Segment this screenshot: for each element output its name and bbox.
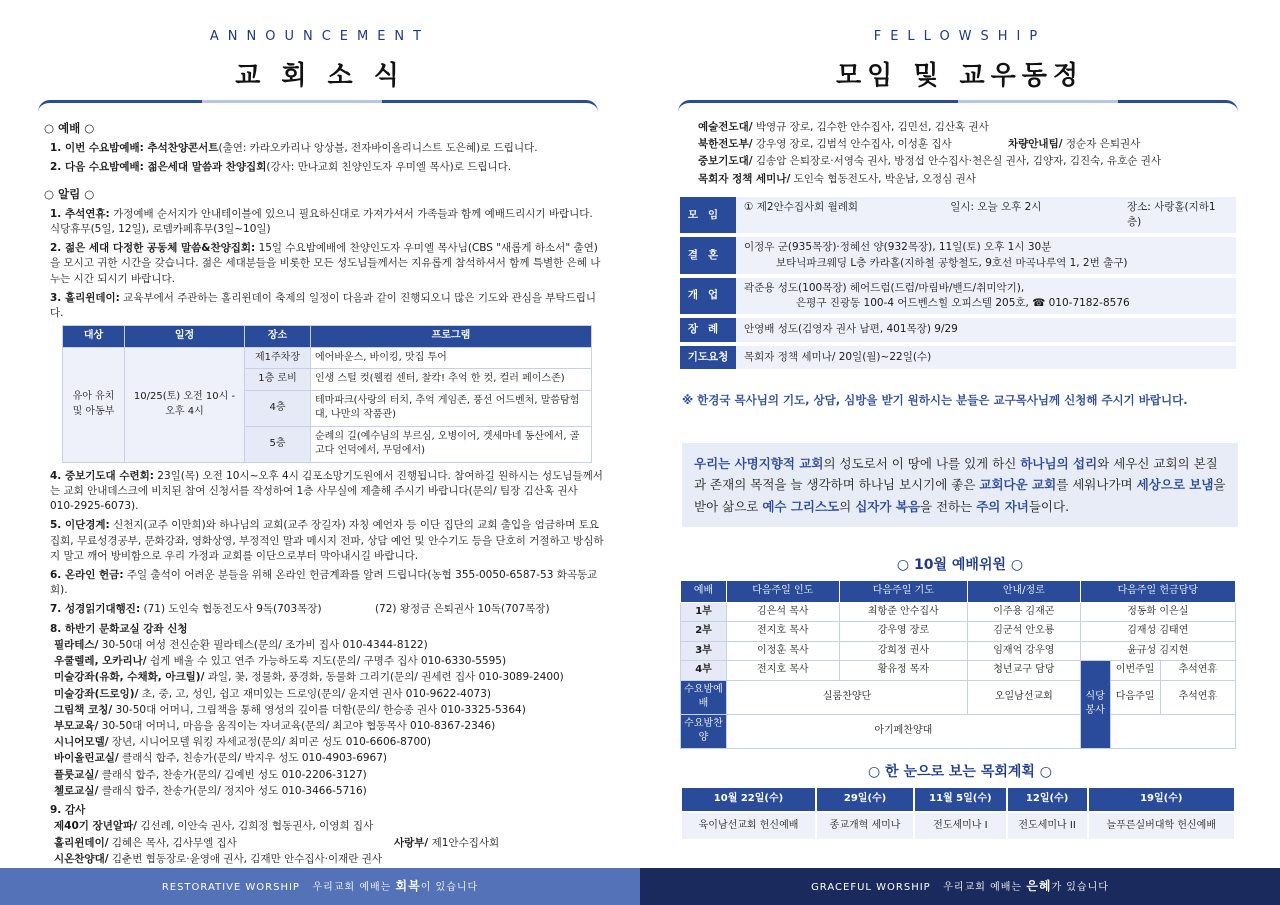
list-item: 시니어모델/ 장년, 시니어모델 워킹 자세교정(문의/ 최미곤 성도 010-6606-8700) [54,736,431,749]
place-cell: 1층 로비 [245,369,311,391]
info-row-meeting: 모임 ① 제2안수집사회 월례회 일시: 오늘 오후 2시 장소: 사랑홀(지하1층) [680,197,1236,234]
plan-title: ○ 한 눈으로 보는 목회계획 ○ [867,764,1053,780]
table-header: 장소 [245,326,311,348]
notice-item-7: 7. 성경읽기대행진: (71) 도인숙 협동전도사 9독(703목장) (72) 왕정금 은퇴권사 10독(707목장) [50,603,550,616]
committee-title: ○ 10월 예배위원 ○ [896,557,1024,573]
fellowship-eyebrow: FELLOWSHIP [873,29,1047,44]
info-row-opening: 개업 곽준용 성도(100목장) 헤어드럼(드럼/마림바/밴드/취미악기), 은평구 진광동 100-4 어드벤스힐 오피스텔 205호, ☎ 010-7182-8576 [680,278,1236,315]
notice-item-1: 1. 추석연휴: 가정예배 순서지가 안내테이블에 있으니 필요하신대로 가져가셔서 가족들과 함께 예배드리시기 바랍니다. 식당휴무(5일, 12일), 로뎀카페휴무(3일~10일) [50,207,593,235]
announcement-eyebrow: ANNOUNCEMENT [209,29,431,44]
list-item: 목회자 정책 세미나/ 도인숙 협동전도사, 박운남, 오정심 권사 [698,172,976,185]
list-item: 미술강좌(유화, 수채화, 아크릴)/ 과일, 꽃, 정물화, 풍경화, 동물화 그리기(문의/ 권세련 집사 010-3089-2400) [54,671,564,684]
committee-table: 예배 다음주일 인도 다음주일 기도 안내/정로 다음주일 헌금담당 1부 김은석 목사 최항준 안수집사 이주용 김재곤 정동화 이은실 2부 전지호 목사 강우영 장로 김군석 안오룡 김재성 김태연 3부 이정훈 목사 강희정 권사 임재억 강우영 윤규성 김지현 4부 전지호 목사 황유정 목자 청년교구 담당 식당 봉사 이번주일 추석연휴 수요밤예배 실룸찬양단 오일남선교회 다음주일 추석연휴 수요밤찬양 아기페찬양대 [680,580,1236,749]
place-cell: 제1주차장 [245,347,311,369]
list-item: 제40기 장년알파/ 김선례, 이안숙 권사, 김희정 협동권사, 이영희 집사 [54,820,374,833]
table-row: 육이남선교회 헌신예배 종교개혁 세미나 전도세미나 I 전도세미나 II 늘푸른실버대학 헌신예배 [681,812,1235,841]
plan-table: 10월 22일(수) 29일(수) 11월 5일(수) 12일(수) 19일(수) 육이남선교회 헌신예배 종교개혁 세미나 전도세미나 I 전도세미나 II 늘푸른실버대학 헌신예배 [680,786,1236,841]
thanks-heading: 9. 감사 [50,804,86,817]
table-row: 수요밤예배 실룸찬양단 오일남선교회 다음주일 추석연휴 [681,680,1236,714]
table-row: 4부 전지호 목사 황유정 목자 청년교구 담당 식당 봉사 이번주일 추석연휴 [681,661,1236,681]
title-rule [678,100,1238,112]
list-item: 그림책 코칭/ 30-50대 어머니, 그림책을 통해 영성의 깊이를 더함(문의/ 한승종 권사 010-3325-5364) [54,703,526,716]
schedule-cell: 10/25(토) 오전 10시 - 오후 4시 [125,347,245,462]
table-row [63,347,592,369]
list-item: 홀리윈데이/ 김혜은 목사, 김사무엘 집사 사랑부/ 제1안수집사회 [54,836,500,849]
notice-heading: ○ 알림 ○ [44,187,95,201]
place-cell: 5층 [245,426,311,462]
table-header: 대상 [63,326,125,348]
thanks-list [54,819,604,867]
list-item: 시온찬양대/ 김춘번 협동장로·윤영애 권사, 김재만 안수집사·이재란 권사 [54,852,383,865]
announcement-page [0,0,640,868]
program-cell: 인생 스털 컷(웰컴 센터, 찰칵! 추억 한 컷, 컬러 페이스존) [311,369,592,391]
target-cell: 유아 유치 및 아동부 [63,347,125,462]
announcement-title: 교 회 소 식 [235,61,405,91]
list-item: 부모교육/ 30-50대 어머니, 마음을 움직이는 자녀교육(문의/ 최고야 협동목사 010-8367-2346) [54,719,496,732]
list-item: 중보기도대/ 김송암 은퇴장로·서영숙 권사, 방정섭 안수집사·천은실 권사, 김양자, 김진숙, 유호순 권사 [698,155,1161,168]
table-header: 프로그램 [311,326,592,348]
title-rule [38,100,598,112]
notice-item-4: 4. 중보기도대 수련회: 23일(목) 오전 10시~오후 4시 김포소망기도원에서 진행됩니다. 참여하길 원하시는 성도님들께서는 교회 안내데스크에 비치된 참여 신청서를 작성하여 1층 사무실에 제출해 주시기 바랍니다(문의/ 팀장 김산혹 권사 010-2925-6073). [50,469,603,513]
table-header: 일정 [125,326,245,348]
info-row-wedding: 결혼 이정우 군(935목장)·정혜선 양(932목장), 11일(토) 오후 1시 30분 보타닉파크웨딩 L층 카라홀(지하철 공항철도, 9호선 마곡나루역 1, 2번 출구) [680,237,1236,274]
worship-item-2: 2. 다음 수요밤예배: 젊은세대 말씀과 찬양집회(강사: 만나교회 친양인도자 우미엘 목사)로 드립니다. [50,160,512,173]
notice-item-8: 8. 하반기 문화교실 강좌 신청 [50,622,188,635]
left-footer: RESTORATIVE WORSHIP 우리교회 예배는 회복이 있습니다 [0,868,640,905]
info-row-funeral: 장례 안영배 성도(김영자 권사 남편, 401목장) 9/29 [680,318,1236,342]
notice-item-5: 5. 이단경계: 신천지(교주 이만희)와 하나님의 교회(교주 장길자) 자칭 예언자 등 이단 집단의 교회 출입을 엄금하며 토요집회, 무료성경공부, 문화강좌, 영화상영, 부정적인 말과 메시지 전파, 상담 예언 및 안수기도 등을 단호히 거절하고 방심하지 말고 깨어 방비함으로 우리 가정과 교회를 이단으로부터 막아내시길 바랍니다. [50,519,604,562]
mission-creed: 우리는 사명지향적 교회의 성도로서 이 땅에 나를 있게 하신 하나님의 섭리와 세우신 교회의 본질과 존재의 목적을 늘 생각하며 하나님 보시기에 좋은 교회다운 교회를 세워나가며 세상으로 보냄을 받아 삶으로 예수 그리스도의 십자가 복음을 전하는 주의 자녀들이다. [682,443,1238,527]
list-item: 예술전도대/ 박영규 장로, 김수한 안수집사, 김민선, 김산혹 권사 [698,121,989,133]
notice-item-2: 2. 젊은 세대 다정한 공동체 말씀&찬양집회: 15일 수요밤예배에 찬양인도자 우미엘 목사님(CBS "새롭게 하소서" 출연)을 모시고 귀한 시간을 갖습니다. 젊은 세대분들을 비롯한 모든 성도님들께서는 지유롭게 참석하셔서 함께 특별한 은혜 나누는 시간 되시기 바랍니다. [50,242,601,285]
program-cell: 에어바운스, 바이킹, 맛집 투어 [311,347,592,369]
info-row-prayer: 기도요청 목회자 정책 세미나/ 20일(월)~22일(수) [680,346,1236,370]
list-item: 미술강좌(드로잉)/ 초, 중, 고, 성인, 쉽고 재미있는 드로잉(문의/ 윤지연 권사 010-9622-4073) [54,687,491,700]
fellowship-page [640,0,1280,868]
notice-item-6: 6. 온라인 헌금: 주일 출석이 어려운 분들을 위해 온라인 헌금계좌를 알려 드립니다(농협 355-0050-6587-53 화곡동교회). [50,569,598,597]
table-row: 수요밤찬양 아기페찬양대 [681,714,1236,748]
notice-section [44,186,604,868]
list-item: 바이올린교실/ 클래식 합주, 친송가(문의/ 박지우 성도 010-4903-6967) [54,752,388,765]
lesson-list [54,638,604,799]
notice-item-3: 3. 홀리윈데이: 교육부에서 주관하는 홀리윈데이 축제의 일정이 다음과 같이 진행되오니 많은 기도와 관심을 부탁드립니다. [50,291,597,319]
team-list [698,120,1258,189]
table-row: 2부 전지호 목사 강우영 장로 김군석 안오룡 김재성 김태연 [681,622,1236,642]
info-table [680,197,1236,373]
program-cell: 테마파크(사랑의 터치, 추억 게임존, 풍선 어드벤처, 말씀탐험대, 나만의 작품관) [311,390,592,426]
table-row: 3부 이정훈 목사 강희정 권사 임재억 강우영 윤규성 김지현 [681,641,1236,661]
pastor-notice: ※ 한경국 목사님의 기도, 상담, 심방을 받기 원하시는 분들은 교구목사님께 신청해 주시기 바랍니다. [682,393,1188,407]
worship-heading: ○ 예배 ○ [44,121,95,135]
list-item: 필라테스/ 30-50대 여성 전신순환 필라테스(문의/ 조가비 집사 010-4344-8122) [54,638,428,651]
worship-item-1: 1. 이번 수요밤예배: 추석찬양콘서트(출연: 카라오카리나 앙상블, 전자바이올리니스트 도은혜)로 드립니다. [50,141,538,154]
place-cell: 4층 [245,390,311,426]
list-item: 북한전도부/ 강우영 장로, 김범석 안수집사, 이성훈 집사 차량안내팀/ 정순자 은퇴권사 [698,138,1141,151]
list-item: 첼로교실/ 클래식 합주, 찬송가(문의/ 정지아 성도 010-3466-5716) [54,784,367,797]
table-row: 1부 김은석 목사 최항준 안수집사 이주용 김재곤 정동화 이은실 [681,602,1236,622]
list-item: 플룻교실/ 클래식 합주, 찬송가(문의/ 김예빈 성도 010-2206-3127) [54,768,367,781]
halloween-table [62,325,592,463]
right-footer: GRACEFUL WORSHIP 우리교회 예배는 은혜가 있습니다 [640,868,1280,905]
list-item: 우쿨렐레, 오카리나/ 쉽게 배울 수 있고 연주 가능하도록 지도(문의/ 구명주 집사 010-6330-5595) [54,655,507,668]
fellowship-title: 모임 및 교우동정 [836,61,1084,91]
program-cell: 순례의 길(예수님의 부르심, 오병이어, 겟세마네 동산에서, 골고다 언덕에서, 무덤에서) [311,426,592,462]
worship-section [44,120,604,179]
